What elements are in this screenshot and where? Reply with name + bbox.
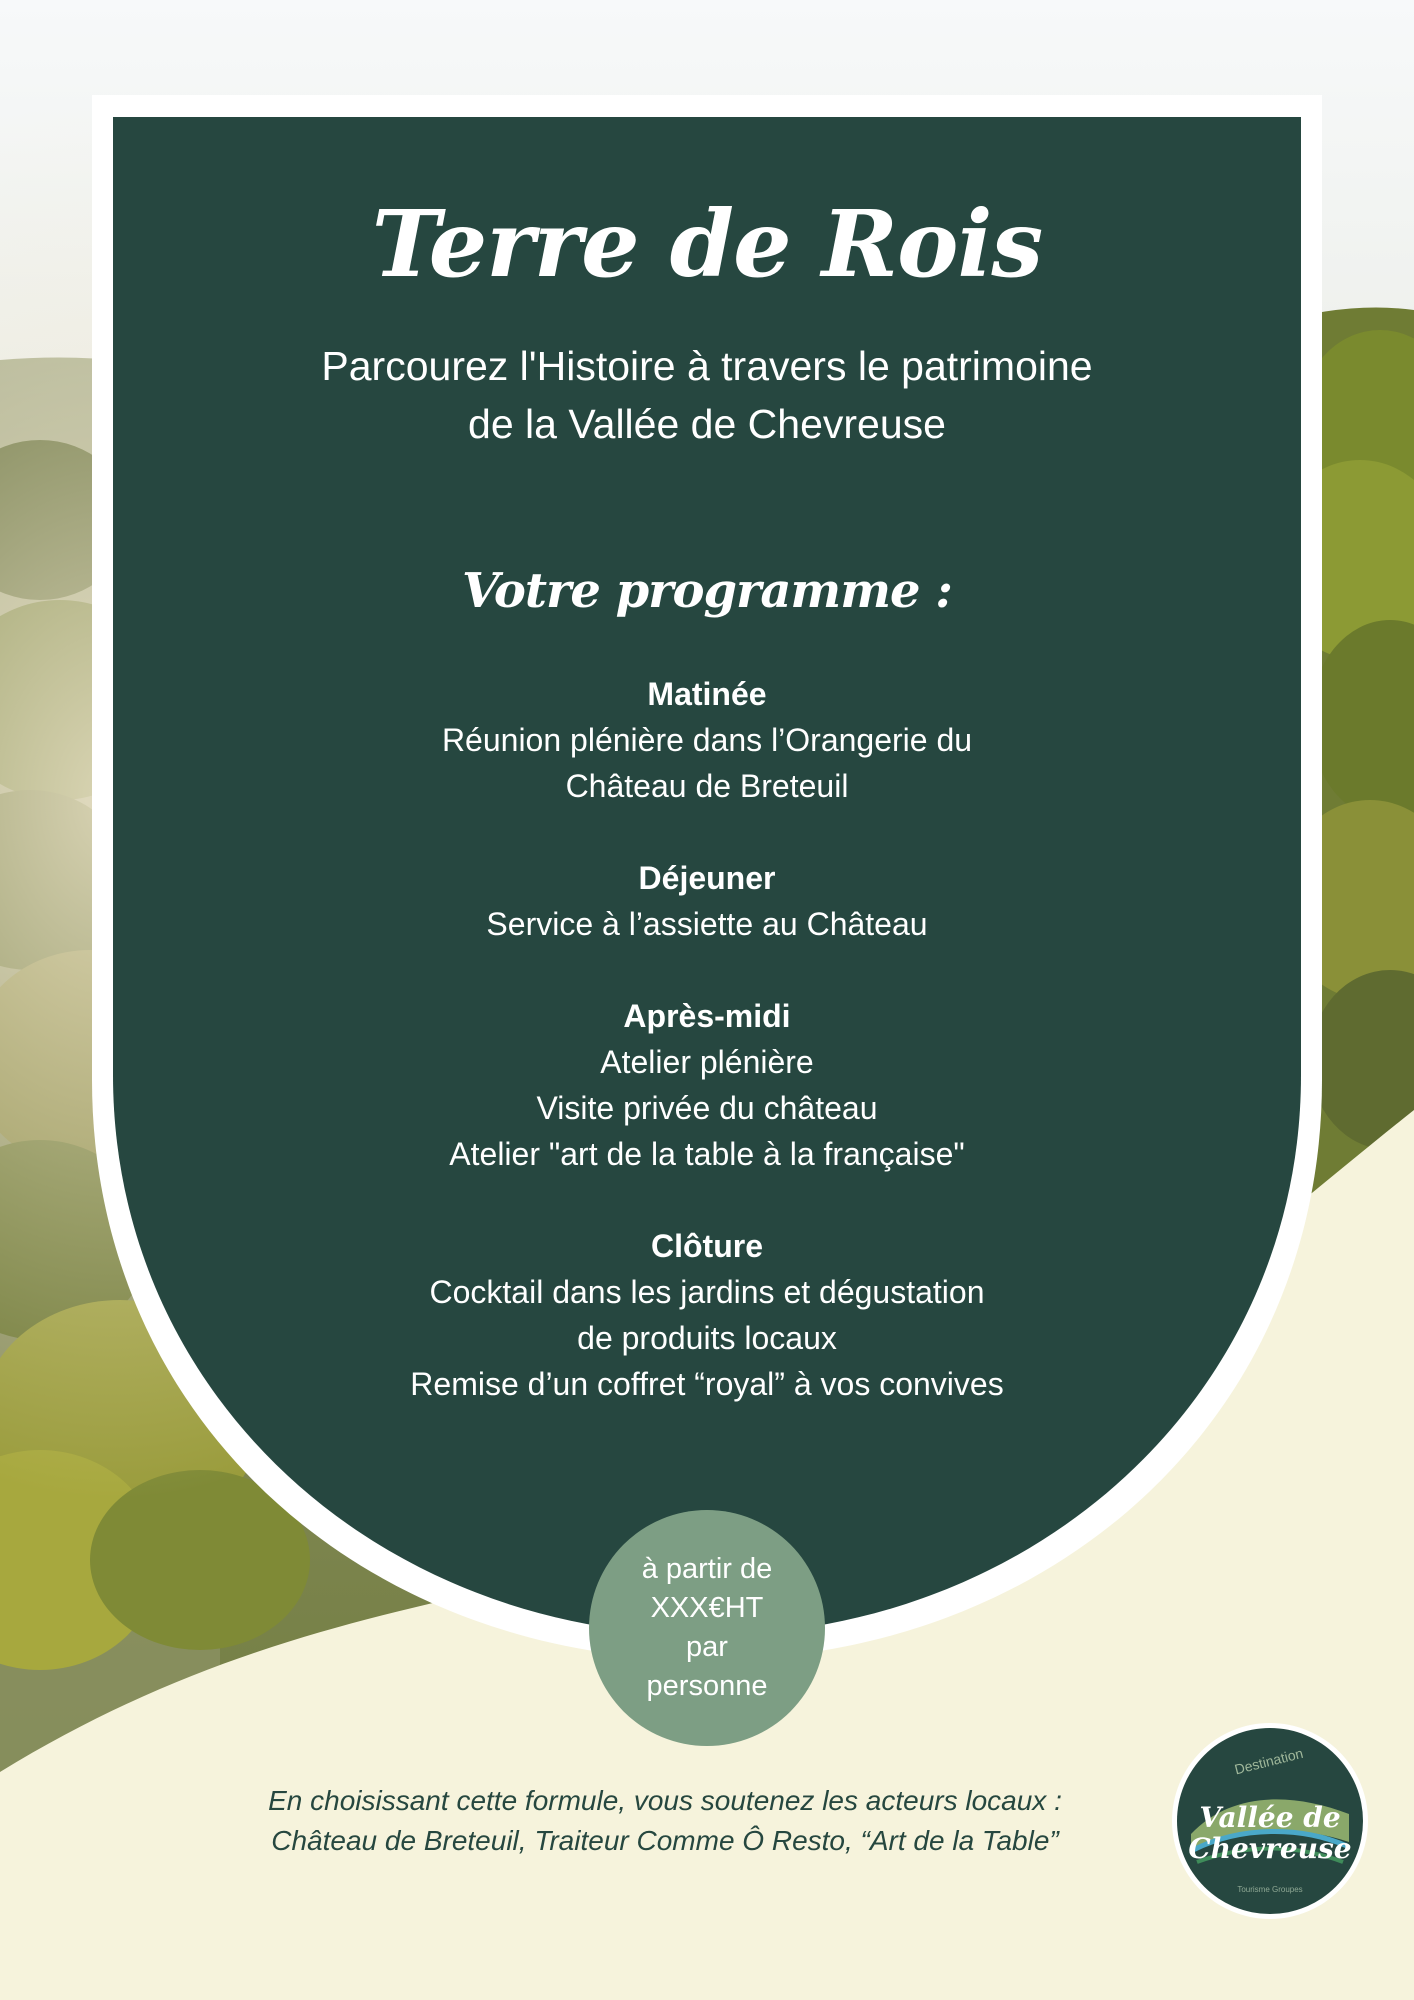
svg-text:Chevreuse: Chevreuse: [1188, 1832, 1352, 1865]
footer-line: En choisissant cette formule, vous soutenez les acteurs locaux :: [268, 1785, 1062, 1816]
programme-section-matinee: [113, 671, 1301, 809]
section-title: Déjeuner: [638, 860, 776, 896]
section-line: Remise d’un coffret “royal” à vos convives: [410, 1366, 1004, 1402]
subtitle-line: de la Vallée de Chevreuse: [468, 401, 946, 447]
section-line: Château de Breteuil: [565, 768, 849, 804]
footer-line: Château de Breteuil, Traiteur Comme Ô Resto, “Art de la Table”: [271, 1825, 1059, 1856]
price-badge-line: personne: [646, 1670, 768, 1702]
subtitle-line: Parcourez l'Histoire à travers le patrimoine: [321, 343, 1093, 389]
svg-text:Destination: Destination: [1232, 1744, 1305, 1778]
price-badge: [589, 1510, 825, 1746]
section-line: Atelier "art de la table à la française": [449, 1136, 965, 1172]
section-line: Atelier plénière: [600, 1044, 814, 1080]
section-title: Après-midi: [623, 998, 791, 1034]
programme-list: [113, 671, 1301, 1407]
price-badge-line: par: [686, 1631, 728, 1663]
section-title: Matinée: [647, 676, 767, 712]
vallee-de-chevreuse-logo: [1171, 1722, 1369, 1920]
subtitle: [113, 337, 1301, 453]
price-badge-line: XXX€HT: [650, 1592, 764, 1624]
svg-text:Vallée de: Vallée de: [1199, 1801, 1341, 1834]
section-line: Service à l’assiette au Château: [486, 906, 928, 942]
section-line: Visite privée du château: [536, 1090, 878, 1126]
section-line: Réunion plénière dans l’Orangerie du: [441, 722, 973, 758]
programme-section-dejeuner: [113, 855, 1301, 947]
price-badge-line: à partir de: [641, 1553, 773, 1585]
section-line: Cocktail dans les jardins et dégustation: [429, 1274, 985, 1310]
section-title: Clôture: [651, 1228, 763, 1264]
programme-panel: [113, 117, 1301, 1453]
programme-section-apres-midi: [113, 993, 1301, 1177]
page-title: Terre de Rois: [371, 190, 1043, 298]
svg-text:Tourisme Groupes: Tourisme Groupes: [1237, 1885, 1303, 1894]
footer-note: [170, 1781, 1160, 1861]
programme-section-cloture: [113, 1223, 1301, 1407]
section-line: de produits locaux: [577, 1320, 837, 1356]
programme-heading: Votre programme :: [462, 563, 952, 619]
